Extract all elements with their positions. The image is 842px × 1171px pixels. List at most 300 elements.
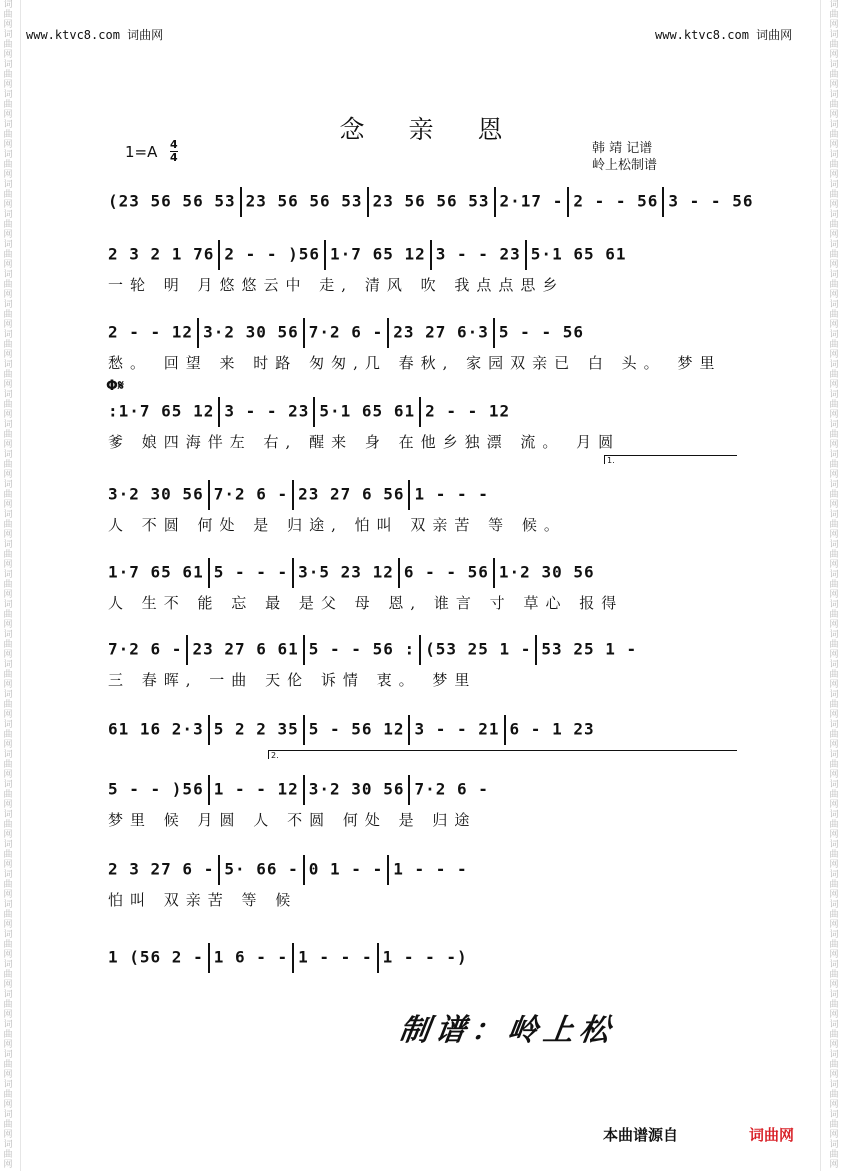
watermark-char: 网 bbox=[829, 80, 839, 90]
bar-line bbox=[240, 187, 242, 217]
measure: 5 - 56 12 bbox=[308, 719, 405, 739]
watermark-char: 词 bbox=[829, 840, 839, 850]
measure: 23 56 56 53 bbox=[372, 191, 490, 211]
notation-row bbox=[108, 397, 740, 427]
bar-line bbox=[303, 855, 305, 885]
watermark-char: 曲 bbox=[3, 190, 13, 200]
watermark-char: 网 bbox=[3, 650, 13, 660]
watermark-char: 网 bbox=[829, 1040, 839, 1050]
watermark-char: 网 bbox=[829, 320, 839, 330]
watermark-char: 网 bbox=[3, 560, 13, 570]
watermark-char: 曲 bbox=[3, 310, 13, 320]
time-signature bbox=[170, 140, 178, 163]
watermark-char: 词 bbox=[829, 210, 839, 220]
watermark-char: 网 bbox=[3, 410, 13, 420]
watermark-char: 网 bbox=[3, 1010, 13, 1020]
watermark-char: 词 bbox=[829, 720, 839, 730]
measure: 1 - - -) bbox=[382, 947, 468, 967]
measure: 61 16 2·3 bbox=[108, 719, 204, 739]
measure: :1·7 65 12 bbox=[108, 401, 215, 421]
measure: 23 27 6 56 bbox=[298, 484, 405, 504]
volta-1: 1. bbox=[604, 455, 737, 464]
watermark-char: 词 bbox=[3, 450, 13, 460]
notation-row bbox=[108, 635, 740, 665]
watermark-char: 词 bbox=[3, 900, 13, 910]
watermark-char: 网 bbox=[829, 410, 839, 420]
bar-line bbox=[662, 187, 664, 217]
watermark-char: 曲 bbox=[829, 1090, 839, 1100]
bar-line bbox=[208, 480, 210, 510]
watermark-char: 网 bbox=[3, 1160, 13, 1170]
watermark-char: 网 bbox=[3, 320, 13, 330]
measure: 6 - - 56 bbox=[403, 562, 489, 582]
watermark-char: 词 bbox=[829, 1140, 839, 1150]
watermark-char: 词 bbox=[3, 570, 13, 580]
bar-line bbox=[208, 558, 210, 588]
watermark-char: 词 bbox=[3, 0, 13, 10]
watermark-char: 曲 bbox=[829, 370, 839, 380]
notation-row bbox=[108, 943, 740, 973]
watermark-char: 网 bbox=[829, 1070, 839, 1080]
watermark-char: 词 bbox=[3, 960, 13, 970]
watermark-char: 网 bbox=[829, 980, 839, 990]
watermark-char: 词 bbox=[3, 600, 13, 610]
watermark-char: 网 bbox=[829, 710, 839, 720]
watermark-char: 网 bbox=[829, 950, 839, 960]
watermark-char: 曲 bbox=[3, 280, 13, 290]
measure: 3 - - 21 bbox=[414, 719, 500, 739]
watermark-char: 曲 bbox=[829, 850, 839, 860]
watermark-char: 曲 bbox=[3, 550, 13, 560]
measure: 7·2 6 - bbox=[213, 484, 289, 504]
watermark-char: 网 bbox=[3, 380, 13, 390]
watermark-char: 词 bbox=[3, 540, 13, 550]
watermark-char: 网 bbox=[3, 620, 13, 630]
watermark-char: 曲 bbox=[3, 1120, 13, 1130]
lyrics-row: 梦里 候 月圆 人 不圆 何处 是 归途 bbox=[108, 811, 477, 829]
watermark-char: 网 bbox=[829, 620, 839, 630]
watermark-char: 曲 bbox=[829, 940, 839, 950]
watermark-char: 词 bbox=[829, 330, 839, 340]
measure: 5·1 65 61 bbox=[319, 401, 416, 421]
watermark-char: 曲 bbox=[829, 550, 839, 560]
measure: 2·17 - bbox=[499, 191, 564, 211]
notation-row bbox=[108, 558, 740, 588]
watermark-char: 曲 bbox=[3, 100, 13, 110]
watermark-char: 词 bbox=[829, 1020, 839, 1030]
watermark-char: 曲 bbox=[3, 340, 13, 350]
watermark-char: 曲 bbox=[829, 640, 839, 650]
bar-line bbox=[292, 943, 294, 973]
watermark-char: 网 bbox=[829, 1010, 839, 1020]
watermark-char: 词 bbox=[3, 780, 13, 790]
measure: 1·7 65 12 bbox=[330, 244, 426, 264]
watermark-char: 网 bbox=[3, 980, 13, 990]
bar-line bbox=[208, 943, 210, 973]
watermark-char: 词 bbox=[829, 870, 839, 880]
watermark-char: 曲 bbox=[829, 700, 839, 710]
watermark-char: 曲 bbox=[829, 1000, 839, 1010]
time-bottom: 4 bbox=[170, 151, 178, 164]
watermark-char: 词 bbox=[829, 570, 839, 580]
watermark-char: 曲 bbox=[3, 250, 13, 260]
bar-line bbox=[367, 187, 369, 217]
watermark-char: 词 bbox=[3, 210, 13, 220]
lyrics-row: 爹 娘四海伴左 右, 醒来 身 在他乡独漂 流。 月圆 bbox=[108, 433, 621, 451]
watermark-char: 曲 bbox=[3, 850, 13, 860]
watermark-char: 词 bbox=[3, 630, 13, 640]
watermark-char: 曲 bbox=[829, 460, 839, 470]
watermark-char: 曲 bbox=[3, 910, 13, 920]
watermark-char: 词 bbox=[3, 120, 13, 130]
watermark-char: 网 bbox=[829, 680, 839, 690]
title-char: 恩 bbox=[477, 115, 503, 144]
watermark-char: 曲 bbox=[829, 790, 839, 800]
watermark-char: 曲 bbox=[829, 10, 839, 20]
measure: 2 - - 12 bbox=[108, 322, 194, 342]
watermark-char: 词 bbox=[3, 360, 13, 370]
bar-line bbox=[408, 715, 410, 745]
watermark-char: 网 bbox=[829, 50, 839, 60]
watermark-char: 曲 bbox=[3, 130, 13, 140]
notation-row bbox=[108, 480, 740, 510]
watermark-char: 网 bbox=[829, 290, 839, 300]
watermark-char: 词 bbox=[829, 300, 839, 310]
watermark-char: 曲 bbox=[3, 160, 13, 170]
credits bbox=[592, 140, 657, 174]
watermark-char: 网 bbox=[3, 680, 13, 690]
bar-line bbox=[324, 240, 326, 270]
watermark-char: 网 bbox=[3, 170, 13, 180]
watermark-char: 词 bbox=[829, 30, 839, 40]
watermark-char: 曲 bbox=[3, 760, 13, 770]
watermark-char: 曲 bbox=[3, 370, 13, 380]
watermark-char: 曲 bbox=[829, 880, 839, 890]
watermark-char: 词 bbox=[829, 450, 839, 460]
bar-line bbox=[303, 775, 305, 805]
measure: 23 56 56 53 bbox=[245, 191, 363, 211]
watermark-char: 词 bbox=[829, 480, 839, 490]
watermark-char: 词 bbox=[829, 930, 839, 940]
watermark-char: 词 bbox=[829, 120, 839, 130]
watermark-char: 曲 bbox=[3, 400, 13, 410]
measure: 2 3 2 1 76 bbox=[108, 244, 215, 264]
measure: 1 - - - bbox=[414, 484, 489, 504]
footer-brand-link[interactable]: 词曲网 bbox=[749, 1126, 795, 1144]
bar-line bbox=[493, 558, 495, 588]
lyrics-row: 怕叫 双亲苦 等 候 bbox=[108, 891, 298, 909]
watermark-char: 网 bbox=[3, 20, 13, 30]
watermark-char: 词 bbox=[3, 1050, 13, 1060]
watermark-char: 网 bbox=[3, 800, 13, 810]
watermark-char: 曲 bbox=[3, 730, 13, 740]
watermark-char: 曲 bbox=[3, 430, 13, 440]
measure: 3·2 30 56 bbox=[108, 484, 204, 504]
measure: 5· 66 - bbox=[224, 859, 299, 879]
measure: 2 3 27 6 - bbox=[108, 859, 215, 879]
watermark-char: 词 bbox=[3, 270, 13, 280]
watermark-char: 曲 bbox=[3, 970, 13, 980]
watermark-char: 词 bbox=[829, 1110, 839, 1120]
measure: 23 27 6 61 bbox=[192, 639, 299, 659]
bar-line bbox=[387, 855, 389, 885]
watermark-char: 网 bbox=[3, 890, 13, 900]
watermark-char: 曲 bbox=[3, 790, 13, 800]
watermark-char: 词 bbox=[829, 780, 839, 790]
watermark-char: 网 bbox=[3, 140, 13, 150]
watermark-char: 网 bbox=[829, 140, 839, 150]
measure: 3·2 30 56 bbox=[308, 779, 405, 799]
watermark-char: 词 bbox=[829, 390, 839, 400]
measure: 5·1 65 61 bbox=[530, 244, 627, 264]
bar-line bbox=[218, 855, 220, 885]
margin-line-right bbox=[820, 0, 821, 1171]
watermark-char: 曲 bbox=[829, 970, 839, 980]
watermark-char: 曲 bbox=[829, 400, 839, 410]
watermark-char: 词 bbox=[829, 810, 839, 820]
measure: 3 - - 23 bbox=[224, 401, 310, 421]
watermark-char: 曲 bbox=[829, 1030, 839, 1040]
watermark-char: 网 bbox=[829, 1130, 839, 1140]
watermark-char: 网 bbox=[829, 560, 839, 570]
measure: 3·2 30 56 bbox=[203, 322, 299, 342]
measure: 5 - - 56 : bbox=[308, 639, 416, 659]
watermark-char: 网 bbox=[829, 440, 839, 450]
measure: 1 - - - bbox=[393, 859, 468, 879]
watermark-char: 网 bbox=[829, 530, 839, 540]
watermark-char: 网 bbox=[3, 950, 13, 960]
notation-row bbox=[108, 240, 740, 270]
measure: (53 25 1 - bbox=[425, 639, 532, 659]
watermark-char: 词 bbox=[829, 600, 839, 610]
watermark-char: 网 bbox=[829, 200, 839, 210]
watermark-char: 词 bbox=[829, 630, 839, 640]
watermark-char: 网 bbox=[3, 1100, 13, 1110]
measure: 3 - - 56 bbox=[668, 191, 754, 211]
bar-line bbox=[313, 397, 315, 427]
watermark-char: 曲 bbox=[829, 100, 839, 110]
bar-line bbox=[186, 635, 188, 665]
watermark-char: 词 bbox=[3, 330, 13, 340]
watermark-char: 网 bbox=[3, 710, 13, 720]
measure: 2 - - 12 bbox=[425, 401, 511, 421]
watermark-char: 词 bbox=[3, 720, 13, 730]
watermark-char: 曲 bbox=[829, 820, 839, 830]
watermark-char: 词 bbox=[829, 1080, 839, 1090]
watermark-char: 网 bbox=[3, 50, 13, 60]
measure: 7·2 6 - bbox=[108, 639, 183, 659]
watermark-char: 曲 bbox=[829, 910, 839, 920]
watermark-char: 曲 bbox=[829, 1150, 839, 1160]
title-char: 亲 bbox=[408, 115, 434, 144]
bar-line bbox=[408, 480, 410, 510]
watermark-char: 词 bbox=[829, 990, 839, 1000]
watermark-char: 网 bbox=[829, 350, 839, 360]
bar-line bbox=[493, 318, 495, 348]
volta-2: 2. bbox=[268, 750, 737, 759]
watermark-char: 词 bbox=[3, 300, 13, 310]
watermark-char: 曲 bbox=[3, 1030, 13, 1040]
watermark-char: 词 bbox=[829, 960, 839, 970]
site-url-right[interactable]: www.ktvc8.com 词曲网 bbox=[655, 28, 793, 42]
bar-line bbox=[504, 715, 506, 745]
watermark-char: 曲 bbox=[3, 70, 13, 80]
watermark-char: 曲 bbox=[829, 220, 839, 230]
watermark-char: 网 bbox=[829, 260, 839, 270]
measure: 23 27 6·3 bbox=[393, 322, 489, 342]
watermark-char: 词 bbox=[829, 150, 839, 160]
watermark-char: 曲 bbox=[829, 40, 839, 50]
bar-line bbox=[218, 397, 220, 427]
watermark-char: 网 bbox=[829, 650, 839, 660]
watermark-char: 曲 bbox=[829, 730, 839, 740]
watermark-char: 网 bbox=[3, 1130, 13, 1140]
bar-line bbox=[419, 635, 421, 665]
watermark-char: 词 bbox=[829, 510, 839, 520]
footer-source: 本曲谱源自 bbox=[603, 1126, 679, 1144]
watermark-char: 曲 bbox=[3, 1060, 13, 1070]
watermark-char: 词 bbox=[829, 0, 839, 10]
bar-line bbox=[292, 480, 294, 510]
watermark-char: 曲 bbox=[829, 190, 839, 200]
credit-typesetter: 岭上松制谱 bbox=[592, 158, 658, 173]
watermark-char: 词 bbox=[3, 480, 13, 490]
watermark-char: 网 bbox=[829, 590, 839, 600]
watermark-char: 词 bbox=[3, 660, 13, 670]
measure: 2 - - )56 bbox=[224, 244, 321, 264]
notation-row bbox=[108, 318, 740, 348]
bar-line bbox=[197, 318, 199, 348]
watermark-char: 曲 bbox=[3, 670, 13, 680]
watermark-char: 曲 bbox=[829, 340, 839, 350]
watermark-char: 网 bbox=[829, 860, 839, 870]
watermark-char: 词 bbox=[829, 420, 839, 430]
credit-transcriber: 韩 靖 记谱 bbox=[592, 141, 653, 156]
watermark-char: 曲 bbox=[829, 760, 839, 770]
watermark-char: 曲 bbox=[3, 610, 13, 620]
watermark-char: 曲 bbox=[829, 430, 839, 440]
watermark-char: 网 bbox=[3, 80, 13, 90]
watermark-char: 词 bbox=[829, 90, 839, 100]
watermark-char: 词 bbox=[3, 510, 13, 520]
lyrics-row: 人 生不 能 忘 最 是父 母 恩, 谁言 寸 草心 报得 bbox=[108, 594, 624, 612]
measure: 6 - 1 23 bbox=[509, 719, 595, 739]
lyrics-row: 三 春晖, 一曲 天伦 诉情 衷。 梦里 bbox=[108, 671, 477, 689]
notation-row bbox=[108, 187, 754, 217]
site-url-left[interactable]: www.ktvc8.com 词曲网 bbox=[26, 28, 164, 42]
bar-line bbox=[303, 715, 305, 745]
bar-line bbox=[419, 397, 421, 427]
watermark-char: 词 bbox=[3, 420, 13, 430]
measure: 2 - - 56 bbox=[573, 191, 659, 211]
watermark-char: 词 bbox=[829, 690, 839, 700]
watermark-char: 网 bbox=[829, 740, 839, 750]
measure: 7·2 6 - bbox=[414, 779, 489, 799]
watermark-char: 网 bbox=[3, 530, 13, 540]
bar-line bbox=[377, 943, 379, 973]
watermark-char: 网 bbox=[3, 440, 13, 450]
watermark-char: 曲 bbox=[3, 1090, 13, 1100]
notation-row bbox=[108, 715, 740, 745]
measure: 5 - - - bbox=[213, 562, 289, 582]
measure: 1 6 - - bbox=[213, 947, 289, 967]
watermark-char: 曲 bbox=[3, 490, 13, 500]
bar-line bbox=[208, 715, 210, 745]
watermark-char: 词 bbox=[3, 60, 13, 70]
lyrics-row: 人 不圆 何处 是 归途, 怕叫 双亲苦 等 候。 bbox=[108, 516, 566, 534]
watermark-char: 曲 bbox=[829, 580, 839, 590]
watermark-char: 曲 bbox=[829, 490, 839, 500]
watermark-char: 网 bbox=[3, 110, 13, 120]
watermark-right bbox=[826, 0, 842, 1171]
watermark-char: 曲 bbox=[829, 1060, 839, 1070]
watermark-char: 词 bbox=[3, 180, 13, 190]
bar-line bbox=[494, 187, 496, 217]
bar-line bbox=[408, 775, 410, 805]
watermark-char: 网 bbox=[829, 230, 839, 240]
watermark-char: 曲 bbox=[829, 160, 839, 170]
watermark-char: 词 bbox=[3, 1020, 13, 1030]
watermark-char: 网 bbox=[3, 260, 13, 270]
measure: 3 - - 23 bbox=[435, 244, 521, 264]
lyrics-row: 一轮 明 月悠悠云中 走, 清风 吹 我点点思乡 bbox=[108, 276, 565, 294]
measure: 1 - - - bbox=[298, 947, 373, 967]
watermark-char: 曲 bbox=[3, 880, 13, 890]
title-char: 念 bbox=[339, 115, 365, 144]
watermark-char: 网 bbox=[3, 830, 13, 840]
watermark-char: 网 bbox=[3, 290, 13, 300]
watermark-char: 曲 bbox=[829, 250, 839, 260]
key-signature: 1=A bbox=[125, 143, 158, 161]
watermark-char: 曲 bbox=[3, 820, 13, 830]
watermark-char: 网 bbox=[829, 830, 839, 840]
bar-line bbox=[567, 187, 569, 217]
watermark-char: 词 bbox=[3, 390, 13, 400]
watermark-char: 词 bbox=[3, 240, 13, 250]
watermark-char: 曲 bbox=[829, 70, 839, 80]
watermark-char: 曲 bbox=[3, 640, 13, 650]
watermark-char: 词 bbox=[3, 1110, 13, 1120]
watermark-char: 曲 bbox=[3, 10, 13, 20]
bar-line bbox=[535, 635, 537, 665]
watermark-char: 曲 bbox=[3, 580, 13, 590]
watermark-char: 词 bbox=[829, 900, 839, 910]
watermark-char: 词 bbox=[829, 750, 839, 760]
watermark-char: 词 bbox=[3, 150, 13, 160]
watermark-char: 词 bbox=[3, 870, 13, 880]
watermark-char: 词 bbox=[829, 240, 839, 250]
watermark-char: 网 bbox=[829, 800, 839, 810]
song-title bbox=[0, 110, 842, 146]
watermark-char: 词 bbox=[3, 1080, 13, 1090]
watermark-char: 网 bbox=[829, 770, 839, 780]
measure: (23 56 56 53 bbox=[108, 191, 236, 211]
watermark-char: 网 bbox=[3, 740, 13, 750]
lyrics-row: 愁。 回望 来 时路 匆匆,几 春秋, 家园双亲已 白 头。 梦里 bbox=[108, 354, 722, 372]
watermark-char: 曲 bbox=[829, 670, 839, 680]
measure: 3·5 23 12 bbox=[298, 562, 394, 582]
watermark-char: 网 bbox=[829, 380, 839, 390]
measure: 1 (56 2 - bbox=[108, 947, 204, 967]
watermark-char: 网 bbox=[3, 920, 13, 930]
watermark-char: 网 bbox=[829, 500, 839, 510]
watermark-char: 网 bbox=[829, 890, 839, 900]
watermark-char: 网 bbox=[829, 170, 839, 180]
watermark-char: 词 bbox=[3, 840, 13, 850]
watermark-char: 词 bbox=[3, 90, 13, 100]
watermark-char: 网 bbox=[829, 110, 839, 120]
watermark-char: 网 bbox=[829, 20, 839, 30]
